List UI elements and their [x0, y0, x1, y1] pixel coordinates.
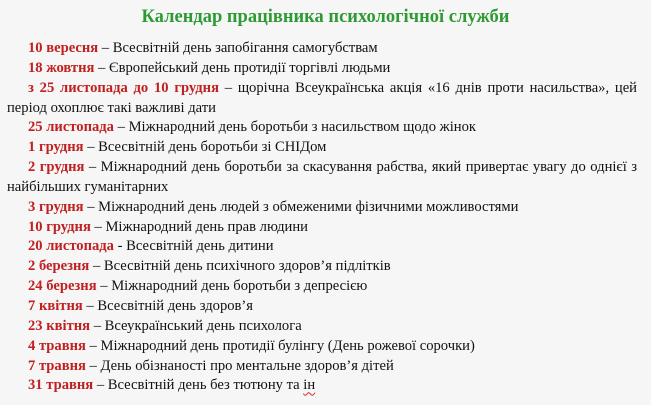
- entry-text: - Всесвітній день дитини: [113, 238, 274, 255]
- entry-text: – щорічна Всеукраїнська акція «16 днів проти насильства», цей період охоплює такі важливі дати: [7, 79, 637, 116]
- entry-date: 4 травня: [28, 337, 86, 354]
- entry-text: – Всесвітній день здоров’я: [82, 297, 254, 314]
- entry-text: – Міжнародний день боротьби з депресією: [96, 278, 368, 295]
- entry-text: – Міжнародний день людей з обмеженими фізичними можливостями: [83, 198, 519, 215]
- entry-text: – Всесвітній день психічного здоров’я підлітків: [89, 258, 391, 275]
- entry-text: – Міжнародний день боротьби з насильством щодо жінок: [113, 119, 477, 136]
- calendar-list: [7, 39, 637, 396]
- entry-date: 24 березня: [28, 278, 97, 295]
- entry-text: – Всесвітній день запобігання самогубствам: [98, 40, 378, 56]
- entry-date: 7 квітня: [28, 297, 83, 314]
- entry-text: – Всесвітній день боротьби зі СНІДом: [83, 139, 327, 156]
- entry-date: 10 грудня: [28, 218, 91, 235]
- calendar-entry: [7, 337, 637, 357]
- entry-text-spellcheck: ін: [303, 377, 316, 394]
- entry-text: – Всеукраїнський день психолога: [90, 317, 302, 334]
- calendar-entry: [7, 79, 637, 119]
- entry-date: 2 грудня: [28, 159, 85, 176]
- entry-date: 2 березня: [28, 258, 90, 275]
- calendar-entry: [7, 317, 637, 337]
- entry-date: 25 листопада: [28, 119, 114, 136]
- calendar-entry: [7, 59, 637, 79]
- calendar-entry: [7, 39, 637, 59]
- entry-date: 7 травня: [28, 357, 86, 374]
- calendar-entry: [7, 138, 637, 158]
- calendar-entry: [7, 277, 637, 297]
- calendar-entry: [7, 297, 637, 317]
- entry-text: – Міжнародний день боротьби за скасування рабства, який привертає увагу до однієї з найбільших гуманітарних: [7, 159, 638, 195]
- entry-text: – Всесвітній день без тютюну та: [93, 377, 304, 394]
- entry-text: – Міжнародний день прав людини: [90, 218, 308, 235]
- page-title: Календар працівника психологічної служби: [141, 7, 510, 27]
- calendar-entry: [7, 118, 637, 138]
- calendar-entry: [7, 237, 637, 257]
- entry-text: – Міжнародний день протидії булінгу (День рожевої сорочки): [85, 337, 475, 354]
- calendar-entry: [7, 257, 637, 277]
- entry-date: 20 листопада: [28, 238, 114, 255]
- calendar-entry: [7, 376, 637, 396]
- entry-date: з 25 листопада до 10 грудня: [28, 79, 219, 96]
- entry-date: 10 вересня: [28, 40, 99, 56]
- calendar-entry: [7, 198, 637, 218]
- entry-date: 23 квітня: [28, 317, 91, 334]
- entry-text: – День обізнаності про ментальне здоров’я дітей: [85, 357, 394, 374]
- calendar-entry: [7, 357, 637, 377]
- entry-date: 18 жовтня: [28, 59, 95, 76]
- calendar-entry: [7, 158, 637, 198]
- calendar-entry: [7, 218, 637, 238]
- entry-text: – Європейський день протидії торгівлі людьми: [94, 59, 391, 76]
- entry-date: 31 травня: [28, 377, 94, 394]
- entry-date: 1 грудня: [28, 139, 84, 156]
- entry-date: 3 грудня: [28, 198, 84, 215]
